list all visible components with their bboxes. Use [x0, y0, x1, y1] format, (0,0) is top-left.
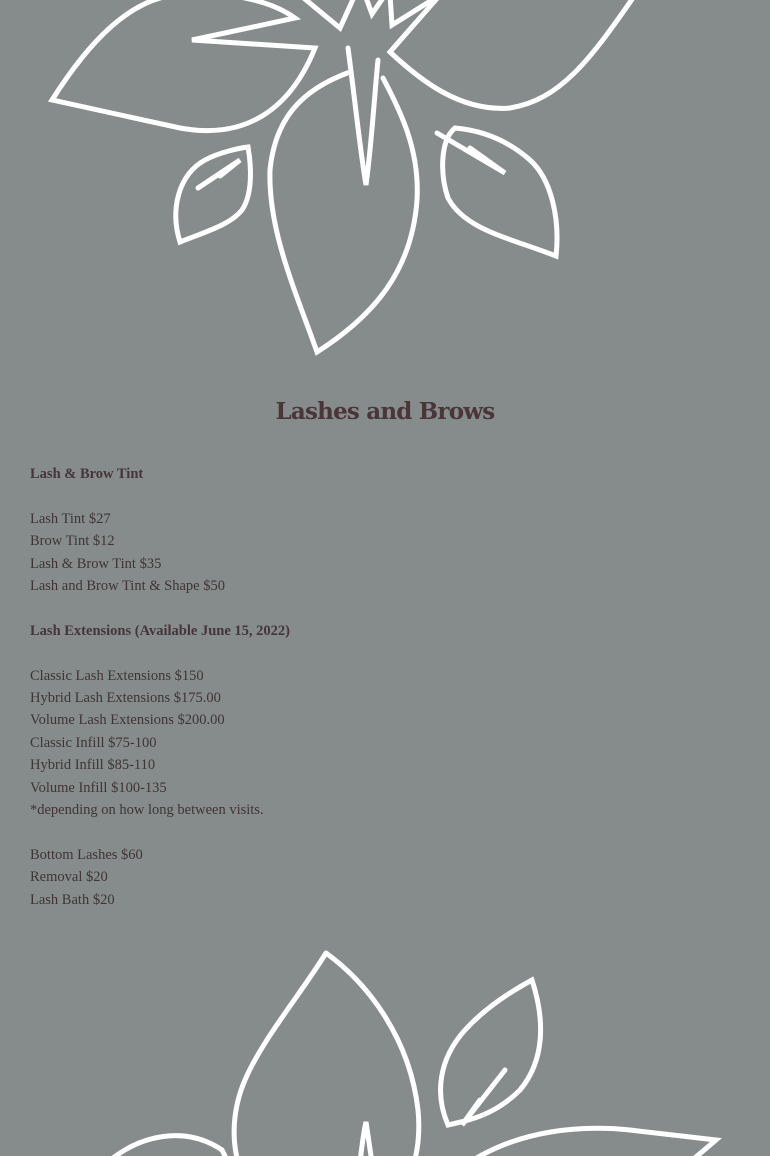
extensions-price-list [30, 665, 730, 822]
page-title: Lashes and Brows [275, 398, 495, 425]
price-item-volume-infill: Volume Infill $100-135 [30, 779, 167, 796]
price-item-lash-brow-tint-shape: Lash and Brow Tint & Shape $50 [30, 578, 225, 595]
flower-outline-icon [0, 940, 770, 1156]
extensions-section-heading: Lash Extensions (Available June 15, 2022) [30, 622, 290, 639]
price-item-hybrid-extensions: Hybrid Lash Extensions $175.00 [30, 690, 221, 707]
price-item-hybrid-infill: Hybrid Infill $85-110 [30, 757, 156, 774]
tint-section-heading: Lash & Brow Tint [30, 466, 144, 482]
price-footnote: *depending on how long between visits. [30, 802, 264, 819]
price-list [30, 463, 730, 911]
price-item-volume-extensions: Volume Lash Extensions $200.00 [30, 712, 225, 729]
price-item-lash-bath: Lash Bath $20 [30, 891, 115, 908]
extensions-section [30, 620, 730, 822]
flower-outline-icon [0, 0, 770, 360]
price-item-lash-tint: Lash Tint $27 [30, 510, 111, 527]
price-item-classic-infill: Classic Infill $75-100 [30, 734, 157, 751]
extras-section [30, 844, 730, 911]
price-item-brow-tint: Brow Tint $12 [30, 533, 115, 550]
tint-price-list [30, 508, 730, 598]
tint-section [30, 463, 730, 597]
price-item-lash-brow-tint: Lash & Brow Tint $35 [30, 555, 162, 572]
price-item-classic-extensions: Classic Lash Extensions $150 [30, 667, 204, 684]
price-item-bottom-lashes: Bottom Lashes $60 [30, 846, 143, 863]
price-item-removal: Removal $20 [30, 869, 108, 886]
extras-price-list [30, 844, 730, 911]
